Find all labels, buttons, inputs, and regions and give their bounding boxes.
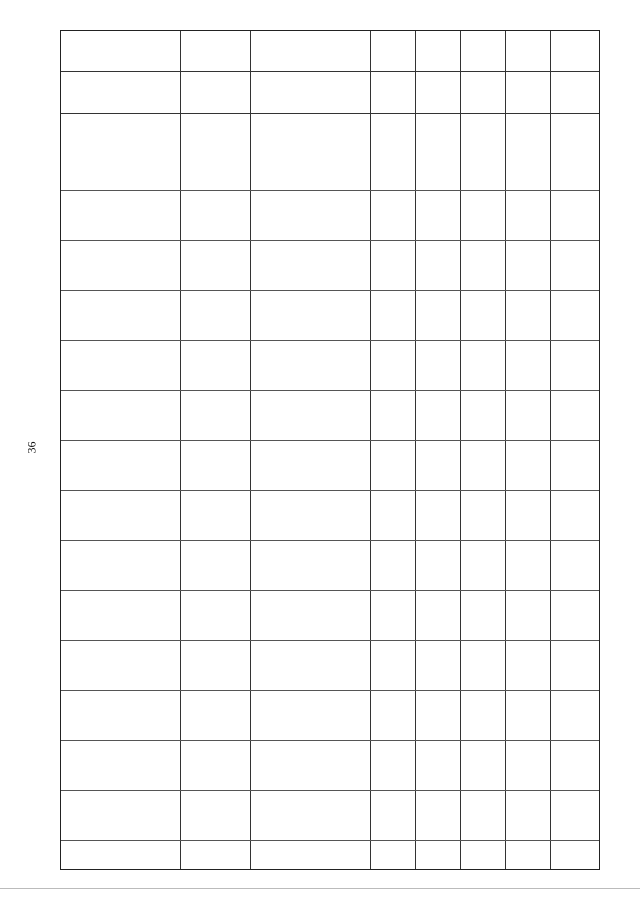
header-divider: [61, 71, 599, 72]
table-row: [61, 641, 599, 691]
table-row: [61, 441, 599, 491]
table-row: [61, 191, 599, 241]
table-row: [61, 541, 599, 591]
table-row: [61, 241, 599, 291]
table-row: [61, 741, 599, 791]
table-row: [61, 691, 599, 741]
page-number: 36: [24, 441, 39, 454]
table-row: [61, 151, 599, 191]
table-row: [61, 791, 599, 841]
header-divider: [61, 113, 599, 114]
budget-table: [60, 30, 600, 870]
table-row: [61, 591, 599, 641]
table-row: [61, 391, 599, 441]
page-footer-rule: [0, 888, 640, 889]
table-row: [61, 341, 599, 391]
table-row: [61, 291, 599, 341]
table-row: [61, 491, 599, 541]
